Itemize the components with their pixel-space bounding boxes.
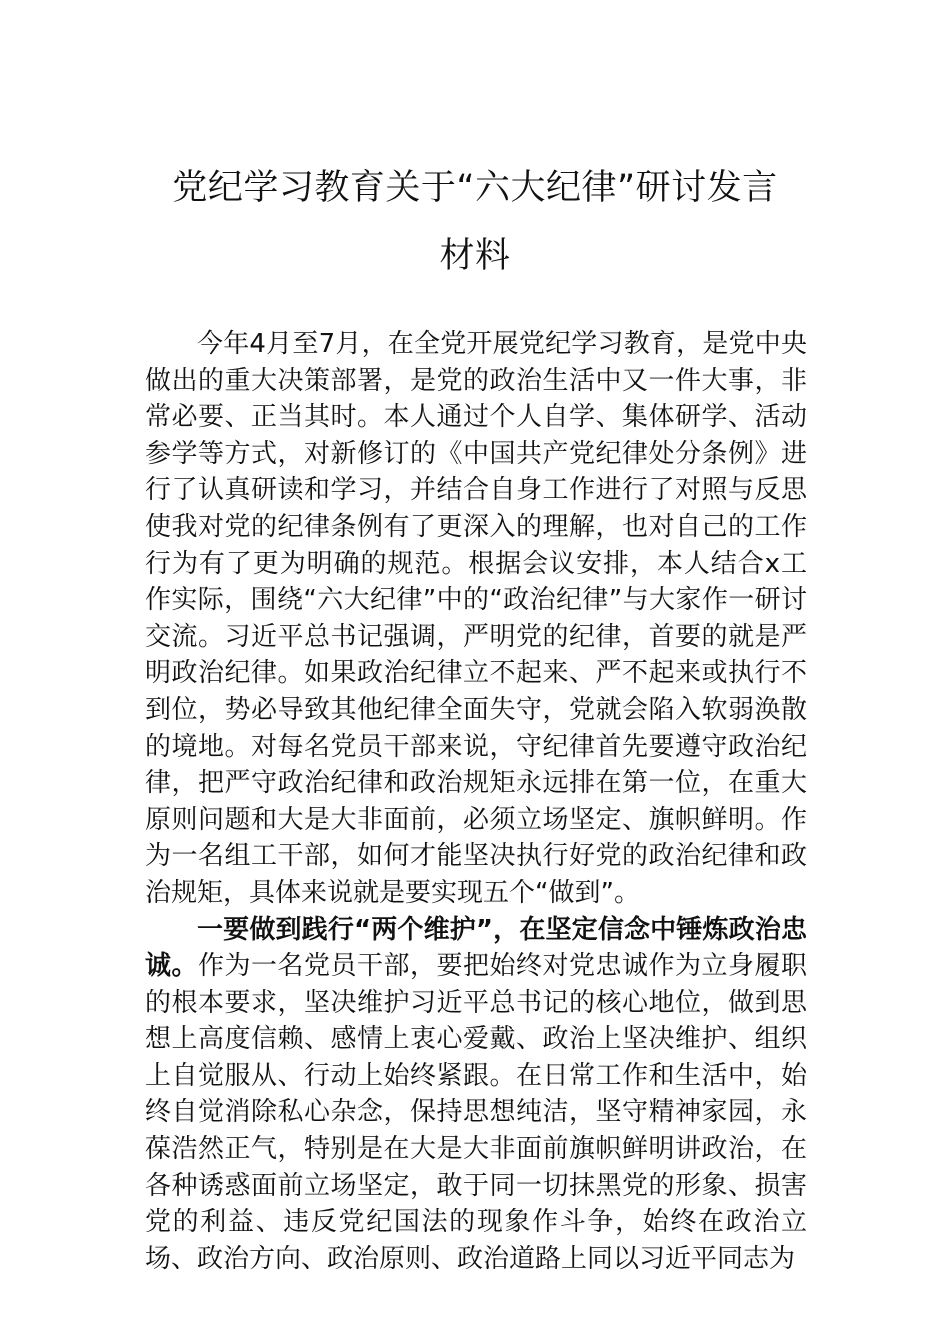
paragraph-point-one-heading: 一要做到践行“两个维护”，在坚定信念中锤炼政治忠诚。	[145, 914, 807, 982]
document-title-line-2: 材料	[439, 236, 511, 276]
paragraph-point-one	[145, 912, 807, 1278]
paragraph-intro	[145, 326, 807, 912]
paragraph-point-one-text: 作为一名党员干部，要把始终对党忠诚作为立身履职的根本要求，坚决维护习近平总书记的核心地位，做到思想上高度信赖、感情上衷心爱戴、政治上坚决维护、组织上自觉服从、行动上始终紧跟。在日常工作和生活中，始终自觉消除私心杂念，保持思想纯洁，坚守精神家园，永葆浩然正气，特别是在大是大非面前旗帜鲜明讲政治，在各种诱惑面前立场坚定，敢于同一切抹黑党的形象、损害党的利益、违反党纪国法的现象作斗争，始终在政治立场、政治方向、政治原则、政治道路上同以习近平同志为	[145, 951, 807, 1274]
document-title-line-1: 党纪学习教育关于“六大纪律”研讨发言	[172, 168, 778, 208]
paragraph-intro-text: 今年4月至7月，在全党开展党纪学习教育，是党中央做出的重大决策部署，是党的政治生活中又一件大事，非常必要、正当其时。本人通过个人自学、集体研学、活动参学等方式，对新修订的《中国共产党纪律处分条例》进行了认真研读和学习，并结合自身工作进行了对照与反思使我对党的纪律条例有了更深入的理解，也对自己的工作行为有了更为明确的规范。根据会议安排，本人结合x工作实际，围绕“六大纪律”中的“政治纪律”与大家作一研讨交流。习近平总书记强调，严明党的纪律，首要的就是严明政治纪律。如果政治纪律立不起来、严不起来或执行不到位，势必导致其他纪律全面失守，党就会陷入软弱涣散的境地。对每名党员干部来说，守纪律首先要遵守政治纪律，把严守政治纪律和政治规矩永远排在第一位，在重大原则问题和大是大非面前，必须立场坚定、旗帜鲜明。作为一名组工干部，如何才能坚决执行好党的政治纪律和政治规矩，具体来说就是要实现五个“做到”。	[145, 329, 807, 908]
document-body	[145, 326, 807, 1277]
